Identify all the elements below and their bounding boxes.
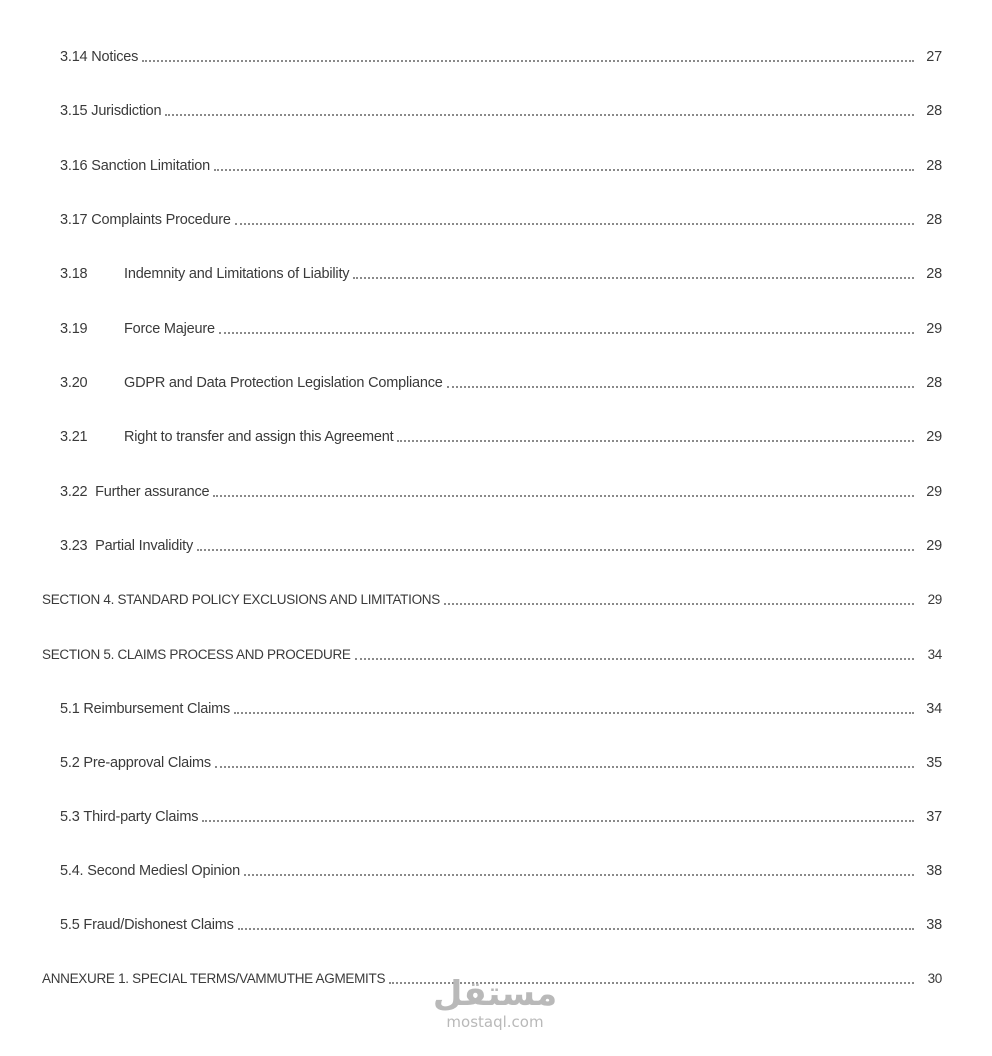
dot-leader [197,549,914,551]
watermark-logo-text: مستقل [432,974,558,1014]
toc-entry[interactable] [60,211,942,229]
toc-entry-title: GDPR and Data Protection Legislation Compliance [124,375,443,391]
toc-entry-title: Complaints Procedure [91,212,231,228]
toc-entry[interactable] [60,483,942,501]
dot-leader [235,223,914,225]
toc-entry-title: Reimbursement Claims [83,701,231,717]
toc-entry-title: Third-party Claims [83,809,199,825]
watermark [430,975,560,1031]
toc-entry-page: 38 [926,917,942,933]
toc-entry-number: 3.20 [60,375,88,391]
toc-entry-number: 3.15 [60,103,88,119]
toc-entry-number: 5.1 [60,701,80,717]
toc-entry-page: 34 [926,701,942,717]
toc-entry-page: 35 [926,755,942,771]
toc-entry-number: 3.14 [60,49,88,65]
toc-entry-number: 3.19 [60,321,88,337]
dot-leader [202,820,914,822]
dot-leader [397,440,914,442]
dot-leader [142,60,914,62]
toc-entry-number: 5.5 [60,917,80,933]
toc-entry-title: SECTION 5. CLAIMS PROCESS AND PROCEDURE [42,647,351,662]
dot-leader [214,169,914,171]
dot-leader [215,766,914,768]
toc-entry-number: 3.16 [60,158,88,174]
toc-entry-number: 3.17 [60,212,88,228]
toc-entry[interactable] [60,265,942,283]
toc-entry-number: 3.21 [60,429,88,445]
toc-entry[interactable] [60,916,942,934]
toc-entry-page: 28 [926,158,942,174]
toc-entry-title: SECTION 4. STANDARD POLICY EXCLUSIONS AND LIMITATIONS [42,592,440,607]
toc-entry[interactable] [60,102,942,120]
toc-entry[interactable] [60,700,942,718]
toc-entry[interactable] [60,374,942,392]
toc-entry-page: 28 [926,212,942,228]
watermark-url: mostaql.com [446,1013,544,1031]
dot-leader [444,603,914,605]
toc-section-entry[interactable] [42,646,942,664]
toc-entry[interactable] [60,157,942,175]
toc-entry-page: 29 [926,538,942,554]
toc-entry-number: 5.4. [60,863,84,879]
dot-leader [244,874,914,876]
toc-entry-number: 5.3 [60,809,80,825]
toc-entry-page: 30 [927,971,942,986]
toc-entry-page: 29 [926,321,942,337]
toc-entry-title: ANNEXURE 1. SPECIAL TERMS/VAMMUTHE AGMEMITS [42,971,386,986]
toc-entry-title: Further assurance [95,484,210,500]
toc-entry-number: 5.2 [60,755,80,771]
toc-entry-number: 3.23 [60,538,88,554]
toc-entry-page: 38 [926,863,942,879]
toc-entry-number: 3.18 [60,266,88,282]
toc-entry-title: Indemnity and Limitations of Liability [124,266,350,282]
dot-leader [219,332,914,334]
dot-leader [353,277,914,279]
toc-entry-title: Partial Invalidity [95,538,194,554]
toc-entry-title: Fraud/Dishonest Claims [83,917,234,933]
toc-entry[interactable] [60,754,942,772]
toc-entry-page: 28 [926,266,942,282]
dot-leader [238,928,914,930]
dot-leader [355,658,914,660]
toc-entry-page: 29 [927,592,942,607]
toc-entry[interactable] [60,320,942,338]
toc-entry-title: Pre-approval Claims [83,755,211,771]
toc-entry-number: 3.22 [60,484,88,500]
dot-leader [213,495,914,497]
toc-entry[interactable] [60,808,942,826]
toc-section-entry[interactable] [42,591,942,609]
toc-entry-page: 28 [926,103,942,119]
toc-entry-page: 37 [926,809,942,825]
dot-leader [447,386,914,388]
toc-entry-title: Force Majeure [124,321,215,337]
toc-entry-page: 29 [926,484,942,500]
toc-entry-page: 29 [926,429,942,445]
toc-entry-title: Second Mediesl Opinion [87,863,241,879]
toc-entry-page: 27 [926,49,942,65]
dot-leader [165,114,914,116]
toc-entry[interactable] [60,537,942,555]
toc-entry-title: Jurisdiction [91,103,162,119]
toc-entry-title: Notices [91,49,139,65]
toc-entry[interactable] [60,428,942,446]
toc-entry-page: 28 [926,375,942,391]
toc-entry[interactable] [60,48,942,66]
toc-entry-title: Sanction Limitation [91,158,210,174]
toc-entry-page: 34 [927,647,942,662]
toc-entry[interactable] [60,862,942,880]
toc-entry-title: Right to transfer and assign this Agreement [124,429,394,445]
dot-leader [234,712,914,714]
